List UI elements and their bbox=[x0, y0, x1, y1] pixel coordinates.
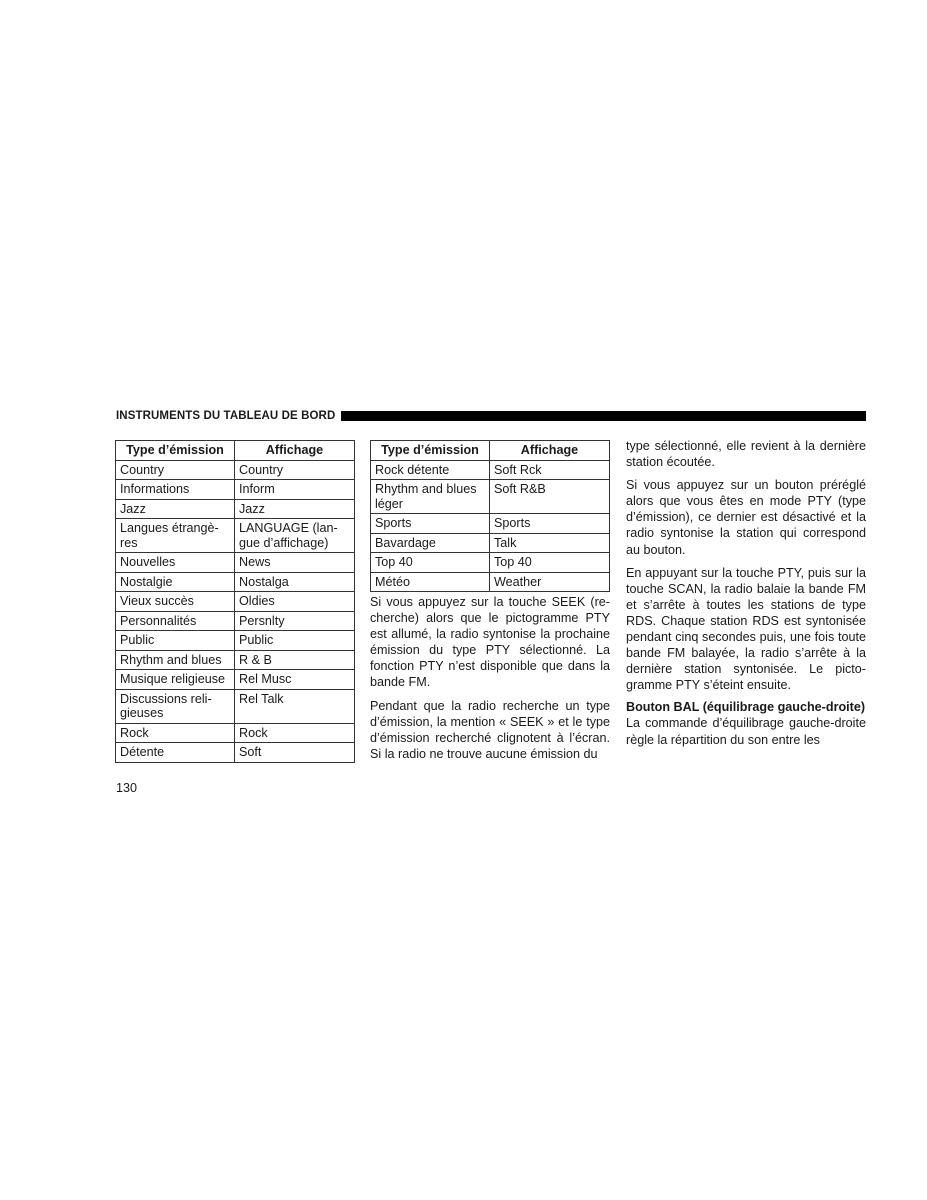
cell-type: Jazz bbox=[116, 499, 235, 519]
cell-display: Public bbox=[235, 631, 355, 651]
table-row bbox=[371, 553, 610, 573]
paragraph: En appuyant sur la touche PTY, puis sur la touche SCAN, la radio balaie la bande FM et s’arrête à toutes les stations de type RDS. Chaque station RDS est syntonisée pendant cinq secondes puis, une fois toute bande FM balayée, la radio s’arrête à la dernière station syntonisée. Le picto-gramme PTY s’éteint ensuite. bbox=[626, 565, 866, 693]
cell-type: Nouvelles bbox=[116, 553, 235, 573]
cell-type: Détente bbox=[116, 743, 235, 763]
table-row bbox=[116, 743, 355, 763]
cell-display: Soft Rck bbox=[490, 460, 610, 480]
cell-display: Sports bbox=[490, 514, 610, 534]
cell-type: Personnalités bbox=[116, 611, 235, 631]
cell-display: Rel Musc bbox=[235, 670, 355, 690]
cell-type: Rock détente bbox=[371, 460, 490, 480]
table-row bbox=[371, 572, 610, 592]
table-row bbox=[116, 460, 355, 480]
column-header-display: Affichage bbox=[490, 441, 610, 461]
cell-display: Soft bbox=[235, 743, 355, 763]
page-number: 130 bbox=[116, 781, 138, 795]
column-header-type: Type d’émission bbox=[116, 441, 235, 461]
cell-type: Country bbox=[116, 460, 235, 480]
cell-type: Vieux succès bbox=[116, 592, 235, 612]
pty-table-right bbox=[370, 440, 610, 592]
cell-display: Rel Talk bbox=[235, 689, 355, 723]
cell-type: Public bbox=[116, 631, 235, 651]
cell-display: LANGUAGE (lan- gue d’affichage) bbox=[235, 519, 355, 553]
table-row bbox=[116, 572, 355, 592]
table-row bbox=[371, 460, 610, 480]
column-header-type: Type d’émission bbox=[371, 441, 490, 461]
column-3-text bbox=[626, 438, 866, 755]
table-row bbox=[371, 514, 610, 534]
cell-display: Talk bbox=[490, 533, 610, 553]
header-rule bbox=[341, 411, 866, 421]
column-header-display: Affichage bbox=[235, 441, 355, 461]
cell-display: Rock bbox=[235, 723, 355, 743]
cell-type: Météo bbox=[371, 572, 490, 592]
cell-type: Rhythm and blues léger bbox=[371, 480, 490, 514]
cell-display: News bbox=[235, 553, 355, 573]
column-2-text bbox=[370, 594, 610, 769]
cell-display: Inform bbox=[235, 480, 355, 500]
table-row bbox=[116, 519, 355, 553]
cell-display: Top 40 bbox=[490, 553, 610, 573]
cell-type: Top 40 bbox=[371, 553, 490, 573]
cell-type: Langues étrangè- res bbox=[116, 519, 235, 553]
table-header-row bbox=[116, 441, 355, 461]
section-header bbox=[116, 409, 866, 423]
table-row bbox=[116, 480, 355, 500]
cell-display: Soft R&B bbox=[490, 480, 610, 514]
cell-display: Persnlty bbox=[235, 611, 355, 631]
cell-display: Jazz bbox=[235, 499, 355, 519]
pty-table-left bbox=[115, 440, 355, 763]
section-title: INSTRUMENTS DU TABLEAU DE BORD bbox=[116, 410, 336, 422]
table-row bbox=[116, 553, 355, 573]
cell-type: Rhythm and blues bbox=[116, 650, 235, 670]
paragraph: Si vous appuyez sur la touche SEEK (re-cherche) alors que le pictogramme PTY est allumé, la radio syntonise la prochaine émission du type PTY sélectionné. La fonction PTY n’est disponible que dans la bande FM. bbox=[370, 595, 610, 690]
cell-display: R & B bbox=[235, 650, 355, 670]
paragraph: type sélectionné, elle revient à la dernière station écoutée. bbox=[626, 439, 866, 470]
paragraph: La commande d’équilibrage gauche-droite règle la répartition du son entre les bbox=[626, 716, 866, 747]
table-row bbox=[116, 650, 355, 670]
cell-display: Oldies bbox=[235, 592, 355, 612]
paragraph: Si vous appuyez sur un bouton préréglé alors que vous êtes en mode PTY (type d’émission), ce dernier est désactivé et la radio syntonise la station qui correspond au bouton. bbox=[626, 478, 866, 557]
cell-type: Discussions reli- gieuses bbox=[116, 689, 235, 723]
cell-type: Informations bbox=[116, 480, 235, 500]
table-row bbox=[116, 723, 355, 743]
table-row bbox=[371, 480, 610, 514]
cell-type: Musique religieuse bbox=[116, 670, 235, 690]
cell-type: Bavardage bbox=[371, 533, 490, 553]
table-row bbox=[116, 670, 355, 690]
table-row bbox=[371, 533, 610, 553]
cell-type: Sports bbox=[371, 514, 490, 534]
table-row bbox=[116, 689, 355, 723]
table-row bbox=[116, 499, 355, 519]
cell-display: Weather bbox=[490, 572, 610, 592]
table-row bbox=[116, 611, 355, 631]
cell-display: Country bbox=[235, 460, 355, 480]
subsection-heading: Bouton BAL (équilibrage gauche-droite) bbox=[626, 700, 866, 715]
table-row bbox=[116, 592, 355, 612]
table-row bbox=[116, 631, 355, 651]
paragraph: Pendant que la radio recherche un type d’émission, la mention « SEEK » et le type d’émission recherché clignotent à l’écran. Si la radio ne trouve aucune émission du bbox=[370, 698, 610, 761]
cell-type: Nostalgie bbox=[116, 572, 235, 592]
cell-type: Rock bbox=[116, 723, 235, 743]
cell-display: Nostalga bbox=[235, 572, 355, 592]
table-header-row bbox=[371, 441, 610, 461]
